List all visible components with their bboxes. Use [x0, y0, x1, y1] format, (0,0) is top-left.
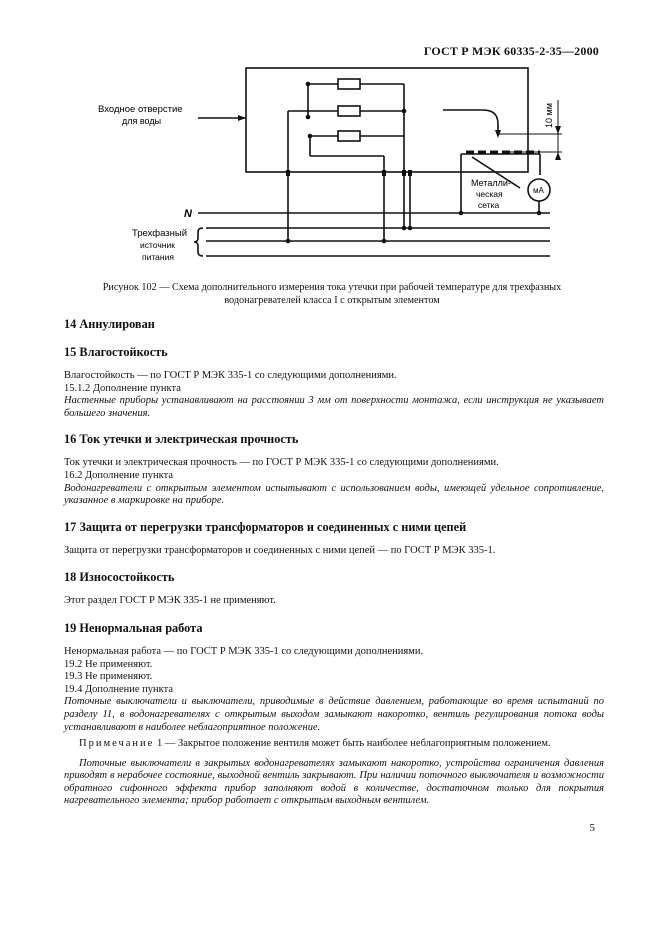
resistor-3: [338, 131, 360, 141]
metal-grid-label-line1: Металли-: [471, 178, 511, 188]
document-header: ГОСТ Р МЭК 60335-2-35—2000: [423, 44, 599, 58]
section-15-addition: Настенные приборы устанавливают на расстоянии 3 мм от поверхности монтажа, если инструкция не указывает большего значения.: [64, 395, 604, 419]
inlet-label-line1: Входное отверстие: [98, 104, 183, 115]
section-19-heading: 19 Ненормальная работа: [64, 620, 203, 635]
dimension-label: 10 мм: [544, 103, 554, 128]
section-15-paragraph: Влагостойкость — по ГОСТ Р МЭК 335-1 со следующими дополнениями.: [64, 370, 397, 381]
source-label-line3: питания: [142, 252, 174, 262]
section-16-paragraph: Ток утечки и электрическая прочность — по ГОСТ Р МЭК 335-1 со следующими дополнениями.: [64, 457, 499, 469]
section-16-clause: 16.2 Дополнение пункта: [64, 469, 174, 481]
note-label: Примечание: [79, 738, 155, 750]
leakage-current-diagram: [88, 60, 568, 272]
section-14-heading: 14 Аннулирован: [64, 317, 155, 331]
section-19-clause-4: 19.4 Дополнение пункта: [64, 683, 174, 695]
section-19-note: [64, 738, 604, 751]
section-17-heading: 17 Защита от перегрузки трансформаторов и соединенных с ними цепей: [64, 519, 467, 534]
milliammeter-label: мА: [533, 186, 544, 195]
metal-grid-label-line3: сетка: [478, 200, 500, 210]
document-body: [64, 317, 604, 808]
resistor-2: [338, 106, 360, 116]
section-15-heading: 15 Влагостойкость: [64, 345, 168, 359]
section-16-addition: Водонагреватели с открытым элементом испытывают с использованием воды, имеющей удельное сопротивление, указанное в маркировке на приборе.: [64, 482, 604, 507]
page-number: 5: [589, 822, 595, 834]
inlet-label-line2: для воды: [122, 116, 162, 126]
section-19-clause-2: 19.2 Не применяют.: [64, 658, 153, 670]
source-label-line2: источник: [140, 240, 175, 250]
section-18-paragraph: Этот раздел ГОСТ Р МЭК 335-1 не применяют.: [64, 595, 276, 607]
figure-caption: Рисунок 102 — Схема дополнительного измерения тока утечки при рабочей температуре для трехфазных водонагревателей класса I с открытым элементом: [102, 282, 562, 306]
source-label-line1: Трехфазный: [132, 228, 188, 239]
section-15-clause: 15.1.2 Дополнение пункта: [64, 382, 181, 394]
note-text: 1 — Закрытое положение вентиля может быть наиболее неблагоприятным положением.: [154, 738, 551, 750]
resistor-1: [338, 79, 360, 89]
section-19-addition: Поточные выключатели и выключатели, приводимые в действие давлением, работающие во время испытаний по разделу 11, в водонагревателях с открытым выходом замыкают накоротко, вентиль регулирования потока воды устанавливают в наиболее неблагоприятное положение.: [64, 696, 604, 733]
metal-grid-label-line2: ческая: [476, 189, 503, 199]
section-18-heading: 18 Износостойкость: [64, 570, 175, 585]
section-19-paragraph: Ненормальная работа — по ГОСТ Р МЭК 335-1 со следующими дополнениями.: [64, 645, 424, 657]
neutral-label: N: [184, 208, 192, 220]
section-17-paragraph: Защита от перегрузки трансформаторов и соединенных с ними цепей — по ГОСТ Р МЭК 335-1.: [64, 544, 496, 556]
section-19-clause-3: 19.3 Не применяют.: [64, 671, 153, 683]
section-16-heading: 16 Ток утечки и электрическая прочность: [64, 432, 299, 447]
section-19-closed-heaters: Поточные выключатели в закрытых водонагревателях замыкают накоротко, устройства ограничения давления приводят в нерабочее состояние, выходной вентиль закрывают. При наличии поточного выключателя и возможности обратного сифонного эффекта прибор заполняют водой в количестве, достаточном только для покрытия нагревательного элемента; прибор работает с открытым выходным вентилем.: [64, 757, 604, 807]
